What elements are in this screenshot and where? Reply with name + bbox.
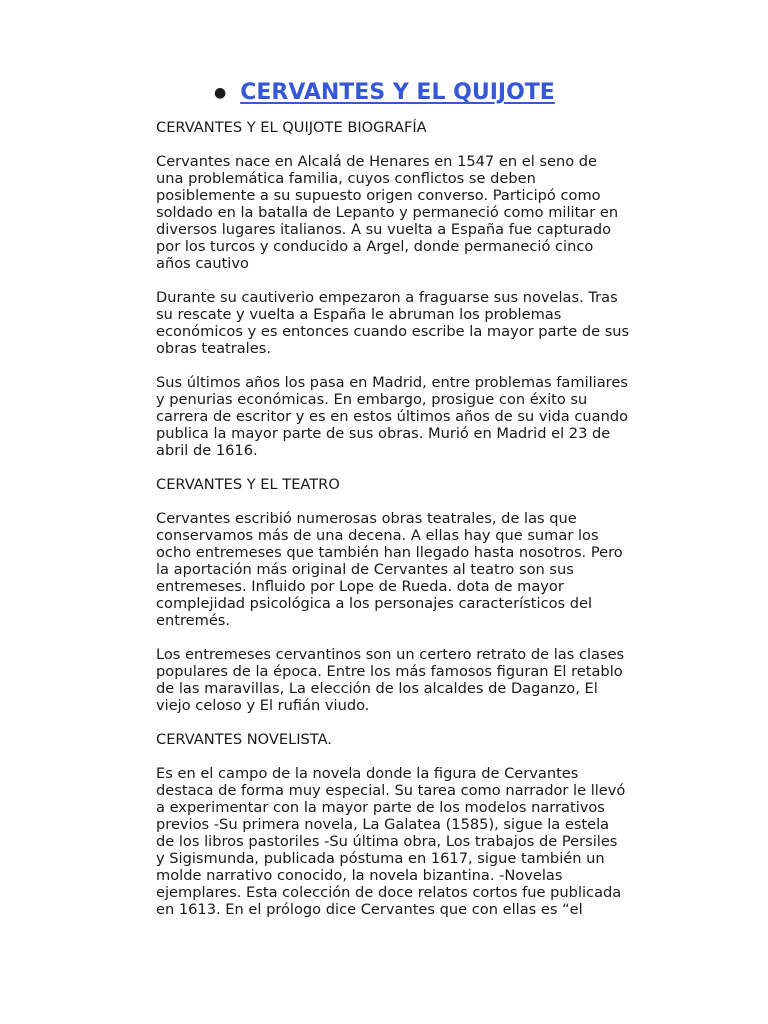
paragraph-obras-teatrales: Cervantes escribió numerosas obras teatrales, de las que conservamos más de una decena. A ellas hay que sumar los ocho entremeses que también han llegado hasta nosotros. Pero la aportación más original de Cervantes al teatro son sus entremeses. Influido por Lope de Rueda. dota de mayor complejidad psicológica a los personajes característicos del entremés. [156,510,623,629]
paragraph-novela: Es en el campo de la novela donde la figura de Cervantes destaca de forma muy especial. Su tarea como narrador le llevó a experimentar con la mayor parte de los modelos narrativos previos -Su primera novela, La Galatea (1585), sigue la estela de los libros pastoriles -Su última obra, Los trabajos de Persiles y Sigismunda, publicada póstuma en 1617, sigue también un molde narrativo conocido, la novela bizantina. -Novelas ejemplares. Esta colección de doce relatos cortos fue publicada en 1613. En el prólogo dice Cervantes que con ellas es “el [156,765,626,918]
title-link[interactable]: CERVANTES Y EL QUIJOTE [240,80,555,105]
paragraph-cautiverio: Durante su cautiverio empezaron a fraguarse sus novelas. Tras su rescate y vuelta a España le abruman los problemas económicos y es entonces cuando escribe la mayor parte de sus obras teatrales. [156,289,630,357]
bullet-icon: ● [214,84,227,101]
title-list-item [214,80,666,105]
document-page [156,80,666,935]
paragraph-nacimiento: Cervantes nace en Alcalá de Henares en 1547 en el seno de una problemática familia, cuyos conflictos se deben posiblemente a su supuesto origen converso. Participó como soldado en la batalla de Lepanto y permaneció como militar en diversos lugares italianos. A su vuelta a España fue capturado por los turcos y conducido a Argel, donde permaneció cinco años cautivo [156,153,619,272]
section-heading-novelista: CERVANTES NOVELISTA. [156,731,332,748]
section-heading-teatro: CERVANTES Y EL TEATRO [156,476,340,493]
paragraph-ultimos-anos: Sus últimos años los pasa en Madrid, entre problemas familiares y penurias económicas. En embargo, prosigue con éxito su carrera de escritor y es en estos últimos años de su vida cuando publica la mayor parte de sus obras. Murió en Madrid el 23 de abril de 1616. [156,374,629,459]
section-heading-biografia: CERVANTES Y EL QUIJOTE BIOGRAFÍA [156,119,427,136]
paragraph-entremeses: Los entremeses cervantinos son un certero retrato de las clases populares de la época. Entre los más famosos figuran El retablo de las maravillas, La elección de los alcaldes de Daganzo, El viejo celoso y El rufián viudo. [156,646,625,714]
